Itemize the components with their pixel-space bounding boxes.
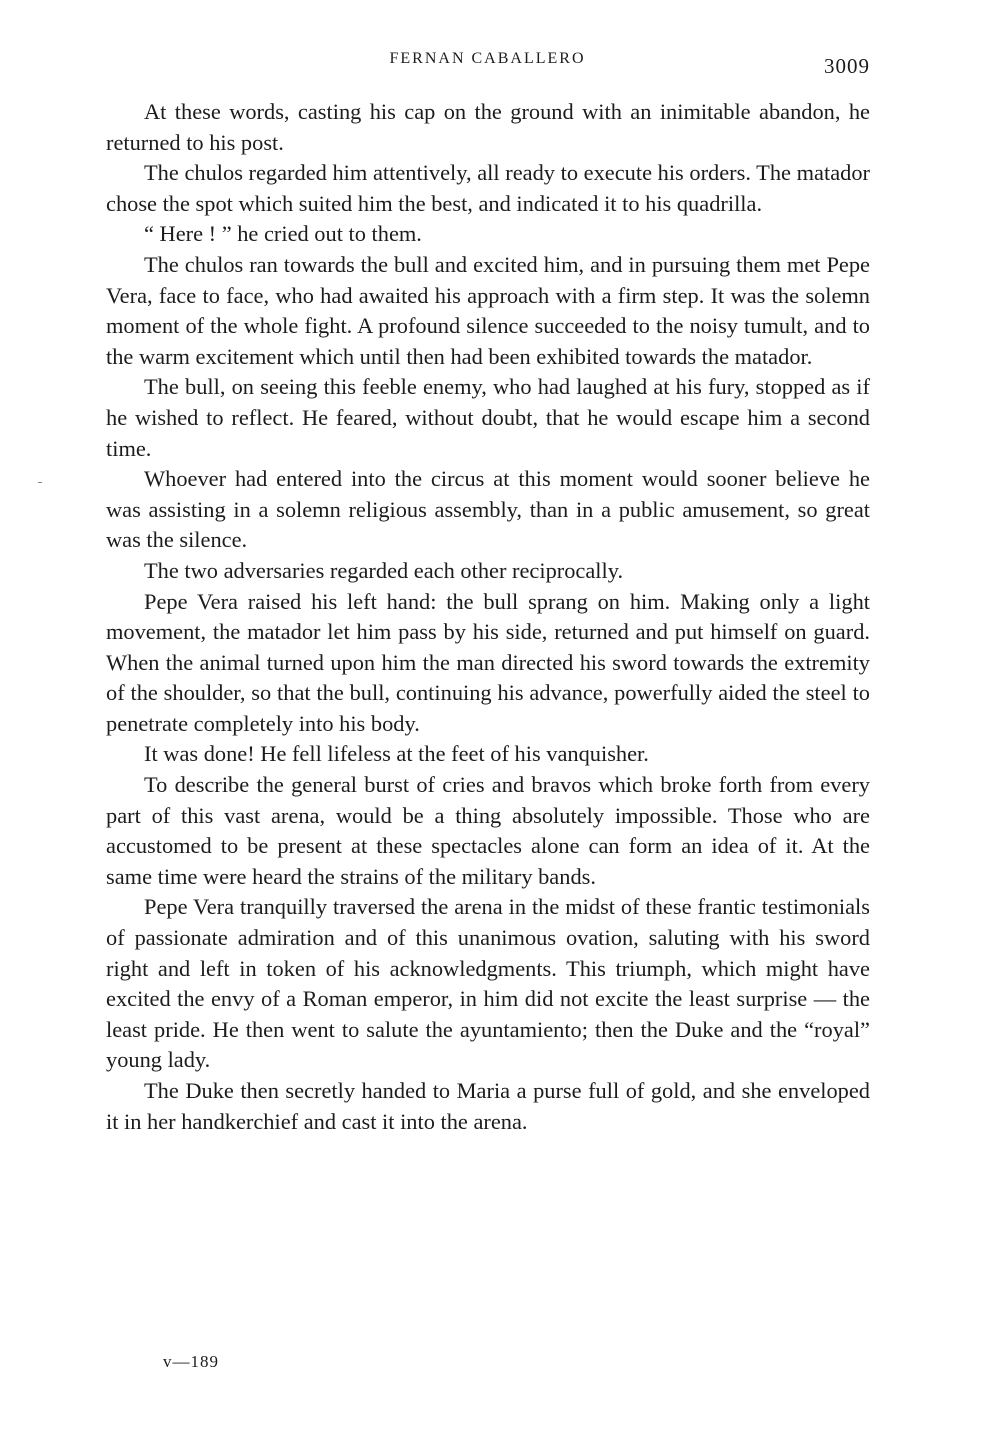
running-title: FERNAN CABALLERO [389,50,586,67]
paragraph: Pepe Vera tranquilly traversed the arena in the midst of these frantic testimonials of passionate admiration and of this unanimous ovation, saluting with his sword right and left in token of his acknowledgments. This triumph, which might have excited the envy of a Roman emperor, in him did not excite the least surprise — the least pride. He then went to salute the ayuntamiento; then the Duke and the “royal” young lady. [106,894,870,1073]
paragraph: The chulos ran towards the bull and excited him, and in pursuing them met Pepe Vera, face to face, who had awaited his approach with a firm step. It was the solemn moment of the whole fight. A profound silence succeeded to the noisy tumult, and to the warm excitement which until then had been exhibited towards the matador. [106,251,870,369]
paragraph: At these words, casting his cap on the ground with an inimitable abandon, he returned to his post. [106,99,870,155]
paragraph: The two adversaries regarded each other reciprocally. [144,557,624,583]
page-number: 3009 [824,54,870,78]
paragraph: To describe the general burst of cries and bravos which broke forth from every part of this vast arena, would be a thing absolutely impossible. Those who are accustomed to be present at these spectacles alone can form an idea of it. At the same time were heard the strains of the military bands. [106,772,870,889]
printer-signature: v—189 [163,1352,219,1371]
body-text [106,97,870,1137]
margin-mark [38,482,42,483]
paragraph: Whoever had entered into the circus at this moment would sooner believe he was assisting in a solemn religious assembly, than in a public amusement, so great was the silence. [106,466,870,553]
paragraph: It was done! He fell lifeless at the feet of his vanquisher. [144,741,649,767]
paragraph: Pepe Vera raised his left hand: the bull sprang on him. Making only a light movement, the matador let him pass by his side, returned and put himself on guard. When the animal turned upon him the man directed his sword towards the extremity of the shoulder, so that the bull, continuing his advance, powerfully aided the steel to penetrate completely into his body. [106,588,870,736]
paragraph: The chulos regarded him attentively, all ready to execute his orders. The matador chose the spot which suited him the best, and indicated it to his quadrilla. [106,160,870,216]
paragraph: The bull, on seeing this feeble enemy, who had laughed at his fury, stopped as if he wished to reflect. He feared, without doubt, that he would escape him a second time. [106,374,870,461]
paragraph: The Duke then secretly handed to Maria a purse full of gold, and she enveloped it in her handkerchief and cast it into the arena. [106,1078,870,1134]
paragraph: “ Here ! ” he cried out to them. [144,221,422,247]
